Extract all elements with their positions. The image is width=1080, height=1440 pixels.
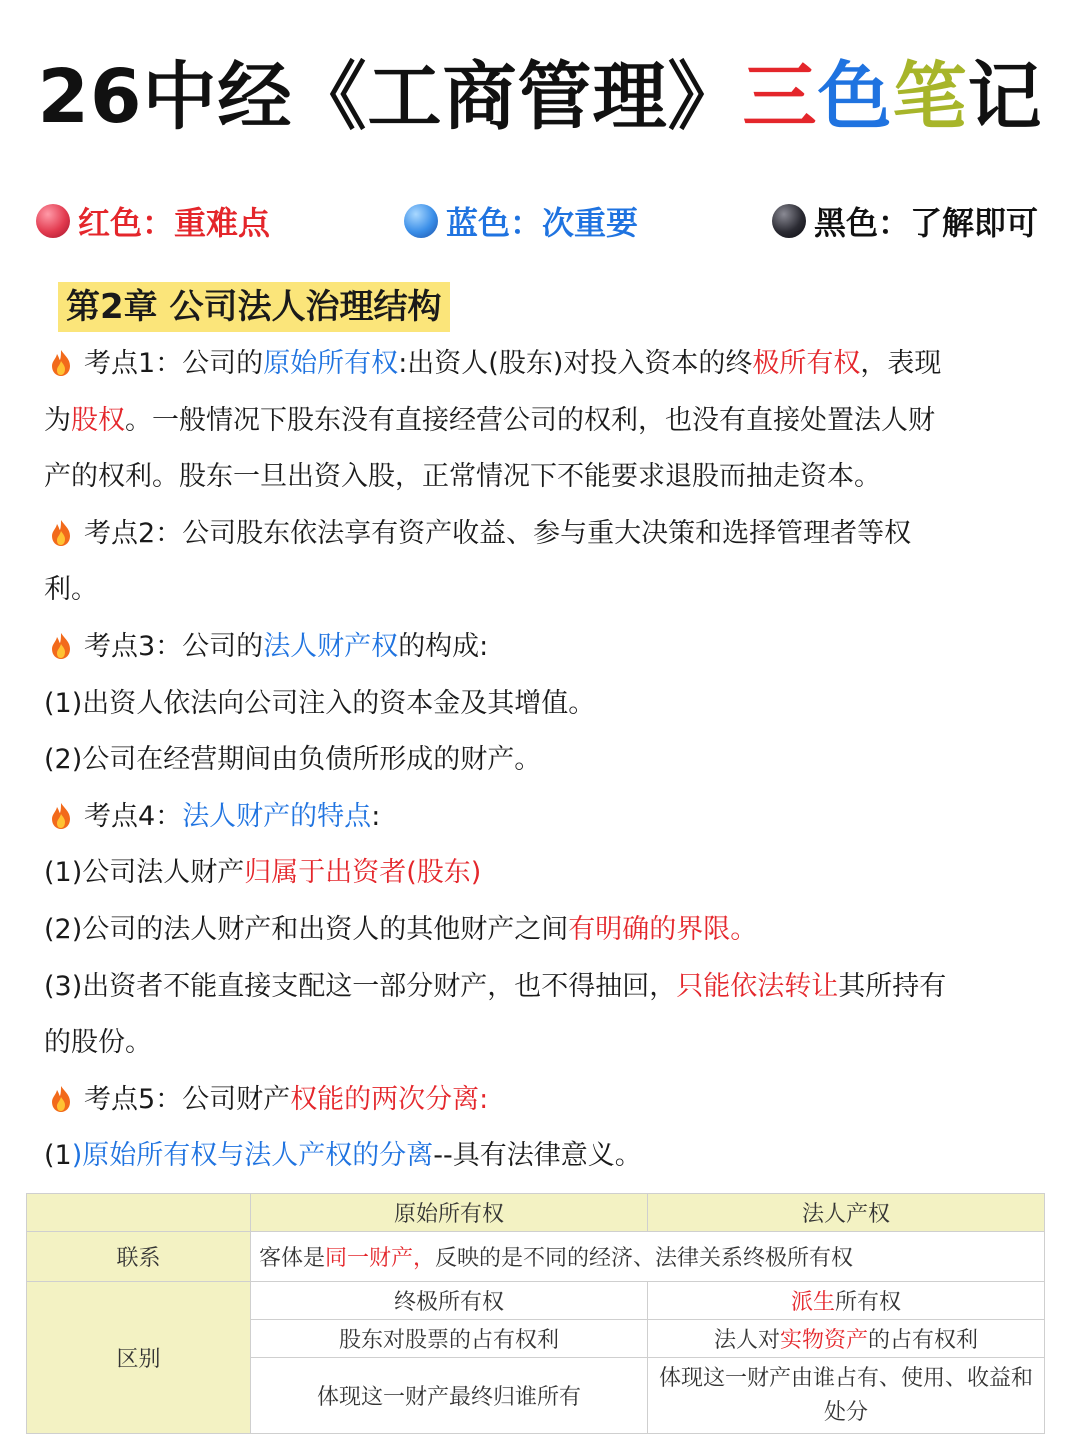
legend-black-label: 黑色：了解即可 [814, 204, 1039, 242]
table-corner-cell [27, 1194, 251, 1232]
point4-line2 [44, 845, 1044, 902]
text: --具有法律意义。 [433, 1140, 642, 1172]
highlight-blue: 法人财产的特点 [182, 800, 372, 832]
legend-black [772, 198, 1038, 244]
point4-line3 [44, 902, 1044, 959]
color-legend [0, 198, 1080, 250]
highlight-red: 有明确的界限。 [568, 913, 758, 945]
fire-icon [50, 632, 72, 660]
notes-content [44, 336, 1044, 1185]
point4-line4 [44, 959, 1044, 1016]
text: (2)公司的法人财产和出资人的其他财产之间 [44, 913, 569, 945]
text: 考点3：公司的 [84, 630, 264, 662]
text: 反映的是不同的经济、法律关系终极所有权 [435, 1246, 854, 1271]
text: 法人对 [713, 1328, 780, 1353]
header-original-ownership: 原始所有权 [251, 1194, 648, 1232]
title-tail: 记 [967, 54, 1043, 140]
point5-line2 [44, 1128, 1044, 1185]
legend-red [36, 198, 270, 244]
fire-icon [50, 349, 72, 377]
text: (1)公司法人财产 [44, 857, 245, 889]
highlight-red: 同一财产， [325, 1246, 436, 1271]
chapter-heading: 第2章 公司法人治理结构 [58, 282, 450, 332]
diff3-original: 体现这一财产最终归谁所有 [251, 1358, 648, 1434]
title-red: 三 [742, 54, 818, 140]
point1-line1 [44, 336, 1044, 393]
point5-line1 [44, 1072, 1044, 1129]
text: 考点1：公司的 [84, 348, 264, 379]
text: 客体是 [259, 1246, 326, 1271]
blue-dot-icon [404, 204, 438, 238]
red-dot-icon [36, 204, 70, 238]
text: ，表现 [860, 348, 942, 379]
highlight-red: 股权 [71, 404, 125, 436]
text: 。一般情况下股东没有直接经营公司的权利，也没有直接处置法人财 [125, 404, 935, 436]
title-blue: 色 [817, 54, 893, 140]
difference-label: 区别 [27, 1282, 251, 1434]
black-dot-icon [772, 204, 806, 238]
diff3-corporate [648, 1358, 1045, 1434]
point2-line2: 利。 [44, 574, 98, 606]
highlight-blue: 法人财产权 [263, 630, 399, 662]
highlight-red: 只能依法转让 [676, 970, 839, 1002]
fire-icon [50, 802, 72, 830]
highlight-blue: )原始所有权与法人产权的分离 [71, 1140, 434, 1172]
point3-line2: (1)出资人依法向公司注入的资本金及其增值。 [44, 687, 596, 719]
legend-blue [404, 198, 638, 244]
text: 其所持有 [838, 970, 947, 1002]
point3-line3: (2)公司在经营期间由负债所形成的财产。 [44, 744, 542, 776]
highlight-red: 派生 [790, 1290, 835, 1315]
text: 的占有权利 [868, 1328, 979, 1353]
table-header-row [27, 1194, 1045, 1232]
text: 的构成: [398, 630, 489, 662]
text: (3)出资者不能直接支配这一部分财产，也不得抽回， [44, 970, 677, 1002]
relation-label: 联系 [27, 1232, 251, 1282]
diff2-original: 股东对股票的占有权利 [251, 1320, 648, 1358]
title-olive: 笔 [892, 54, 968, 140]
point4-line5: 的股份。 [44, 1027, 152, 1059]
header-corporate-property: 法人产权 [648, 1194, 1045, 1232]
text: 处分 [823, 1399, 868, 1425]
legend-blue-label: 蓝色：次重要 [446, 204, 639, 242]
highlight-blue: 原始所有权 [263, 348, 399, 379]
text: (1 [44, 1140, 72, 1172]
text: 体现这一财产由谁占有、使用、收益和 [658, 1365, 1033, 1391]
title-black: 26中经《工商管理》 [37, 54, 743, 140]
highlight-red: 归属于出资者(股东) [244, 857, 482, 889]
comparison-table [26, 1193, 1045, 1434]
table-row-diff-1 [27, 1282, 1045, 1320]
diff2-corporate [648, 1320, 1045, 1358]
text: 为 [44, 404, 71, 436]
text: : [371, 800, 381, 832]
table-row-relation [27, 1232, 1045, 1282]
point3-line1 [44, 619, 1044, 676]
text: 所有权 [835, 1290, 902, 1315]
text: 考点2：公司股东依法享有资产收益、参与重大决策和选择管理者等权 [84, 517, 912, 549]
page-title [0, 38, 1080, 144]
highlight-red: 极所有权 [752, 348, 861, 379]
fire-icon [50, 1085, 72, 1113]
diff1-corporate [648, 1282, 1045, 1320]
highlight-red: 权能的两次分离: [290, 1083, 489, 1115]
text: 考点5：公司财产 [84, 1083, 291, 1115]
point1-line2 [44, 393, 1044, 450]
highlight-red: 实物资产 [779, 1328, 868, 1353]
text: :出资人(股东)对投入资本的终 [398, 348, 753, 379]
legend-red-label: 红色：重难点 [78, 204, 271, 242]
diff1-original: 终极所有权 [251, 1282, 648, 1320]
point2-line1 [44, 506, 1044, 563]
point1-line3: 产的权利。股东一旦出资入股，正常情况下不能要求退股而抽走资本。 [44, 461, 881, 493]
fire-icon [50, 519, 72, 547]
text: 考点4： [84, 800, 183, 832]
relation-cell [251, 1232, 1045, 1282]
point4-line1 [44, 789, 1044, 846]
